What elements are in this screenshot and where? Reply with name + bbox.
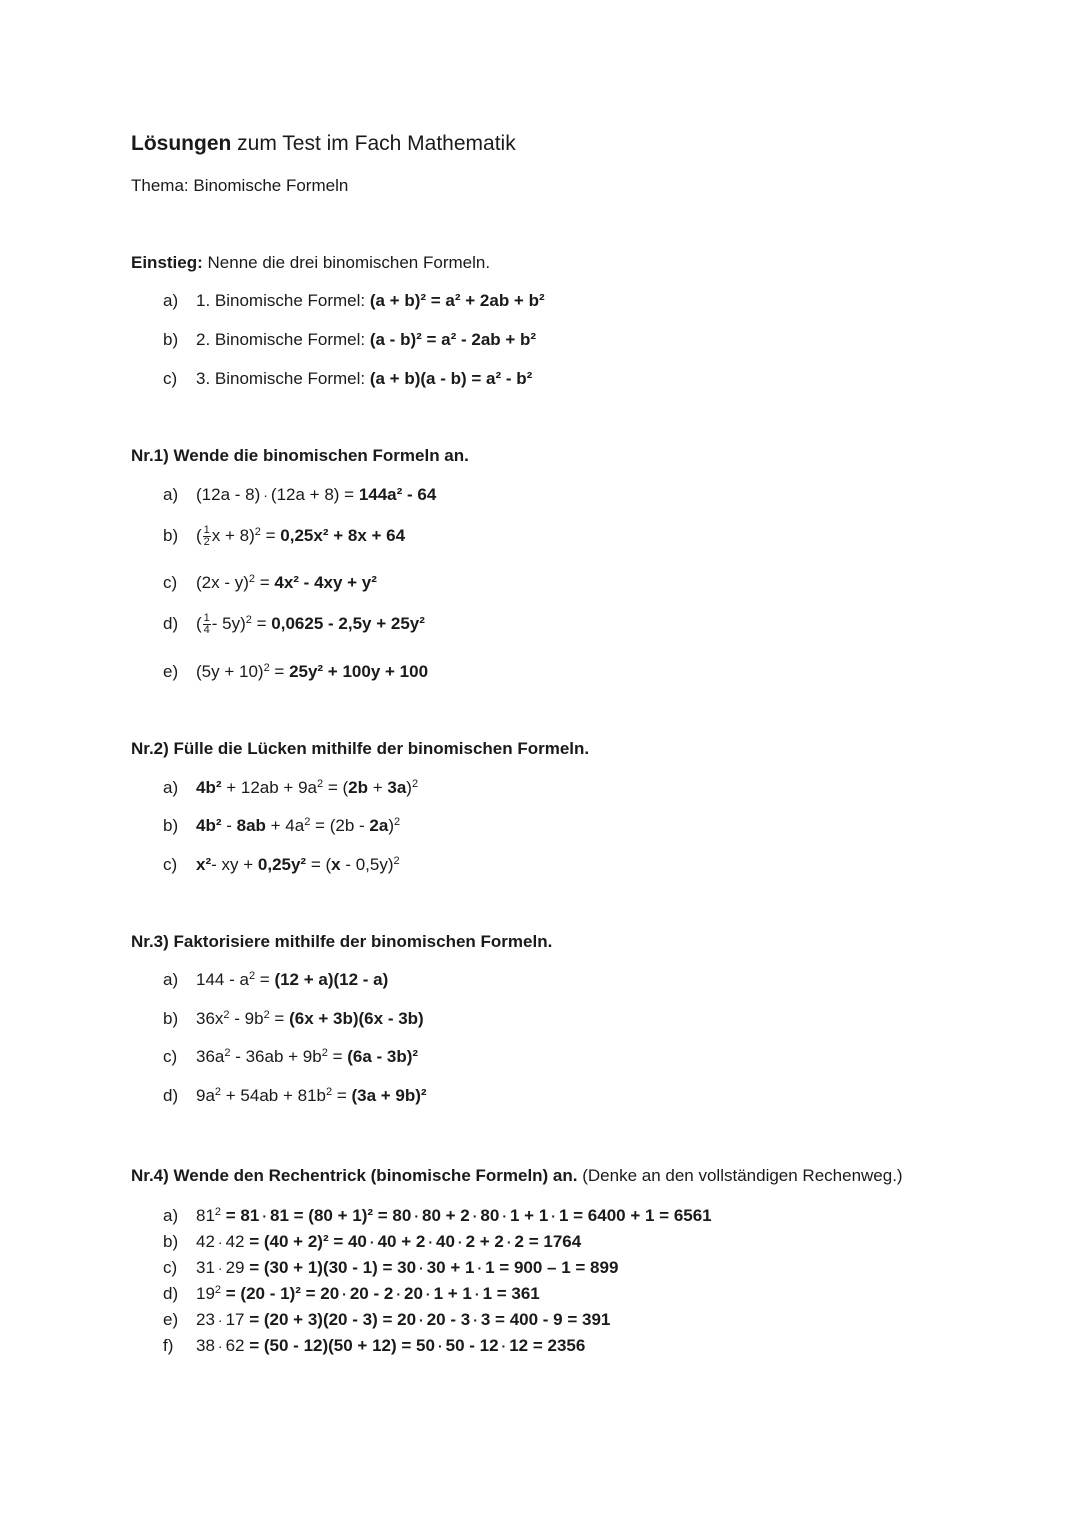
nr1-heading: Nr.1) Wende die binomischen Formeln an. [131,446,469,465]
item-letter: a) [163,970,179,989]
fraction-numerator: 1 [203,612,210,624]
nr3-heading: Nr.3) Faktorisiere mithilfe der binomischen Formeln. [131,932,553,951]
item-answer: 0,25x² + 8x + 64 [280,525,406,545]
nr2-item: a) $4b^2 + 12ab + 9a^2 = (2b + 3a)^2$ [163,778,419,797]
nr3-item: c) $36a^2 - 36ab + 9b^2 = (6a - 3b)^2$ [163,1047,419,1066]
item-letter: b) [163,330,179,349]
item-letter: d) [163,1086,179,1105]
fraction-denominator: 2 [203,536,210,548]
item-letter: c) [163,1258,178,1277]
topic-line: Thema: Binomische Formeln [131,176,349,195]
nr4-item: b) 42 · 42 = (40 + 2)² = 40 · 40 + 2 · 40 · 2 + 2 · 2 = 1764 [163,1232,582,1251]
item-answer: (a + b)² = a² + 2ab + b² [369,291,545,310]
nr1-item: a) (12a - 8) · (12a + 8) = 144a² - 64 [163,485,437,504]
title-bold: Lösungen [131,132,232,155]
nr2-item: c) x²- xy + 0,25y² = (x - 0,5y)$^2$ [163,855,400,874]
nr1-item: c) (2x - y)$^2$ = 4x² - 4xy + y² [163,573,377,592]
item-answer: (a - b)² = a² - 2ab + b² [369,330,537,349]
nr4-note: (Denke an den vollständigen Rechenweg.) [577,1166,903,1185]
page-title [131,132,516,156]
nr3-item: a) $144 - a^2 = (12 + a)(12 - a)$ [163,970,389,989]
nr4-item: c) 31 · 29 = (30 + 1)(30 - 1) = 30 · 30 + 1 · 1 = 900 – 1 = 899 [163,1258,619,1277]
item-letter: a) [163,291,179,310]
item-letter: a) [163,1206,179,1225]
item-letter: b) [163,525,179,545]
einstieg-item [163,369,532,389]
fraction-denominator: 4 [203,624,210,636]
item-letter: e) [163,1310,179,1329]
item-answer: (3a + 9b)² [351,1086,427,1105]
nr4-item: d) $19^2 = (20 - 1)^2 = 20 \cdot 20 - 2 \cdot 20 \cdot 1 + 1 \cdot 1 = 361$ [163,1284,540,1303]
einstieg-label: Einstieg: [131,253,203,272]
nr2-heading: Nr.2) Fülle die Lücken mithilfe der binomischen Formeln. [131,739,590,758]
nr1-item: d) ( $\frac{1}{4}$ - 5y)$^2$ = 0,0625 - 2,5y + 25y² [163,612,425,636]
nr4-item: e) 23 · 17 = (20 + 3)(20 - 3) = 20 · 20 - 3 · 3 = 400 - 9 = 391 [163,1310,611,1329]
fraction [203,613,211,636]
item-answer: (a + b)(a - b) = a² - b² [369,369,533,388]
nr3-item: d) $9a^2 + 54ab + 81b^2 = (3a + 9b)^2$ [163,1086,427,1105]
item-text: 2. Binomische Formel: [196,330,370,349]
item-answer: 144a² - 64 [358,485,437,504]
item-answer: (6a - 3b)² [347,1047,419,1066]
item-letter: c) [163,1047,178,1066]
item-letter: b) [163,816,179,835]
item-letter: c) [163,573,178,592]
item-letter: a) [163,778,179,797]
nr4-heading [131,1166,903,1186]
item-answer: (12 + a)(12 - a) [274,970,389,989]
title-rest: zum Test im Fach Mathematik [231,132,516,155]
fraction [203,525,211,548]
nr2-item: b) $4b^2 - 8ab + 4a^2 = (2b - 2a)^2$ [163,816,401,835]
nr4-item: a) $81^2 = 81 \cdot 81 = (80 + 1)^2 = 80 \cdot 80 + 2 \cdot 80 \cdot 1 + 1 \cdot 1 = 6400 + 1 = 6561$ [163,1206,712,1225]
item-letter: c) [163,855,178,874]
item-text: 1. Binomische Formel: [196,291,370,310]
einstieg-heading [131,253,490,273]
item-letter: a) [163,485,179,504]
item-letter: d) [163,1284,179,1303]
einstieg-item [163,330,536,350]
item-letter: c) [163,369,178,388]
nr3-item: b) $36x^2 - 9b^2 = (6x + 3b)(6x - 3b)$ [163,1009,424,1028]
item-answer: (6x + 3b)(6x - 3b) [289,1009,424,1028]
item-answer: 4x² - 4xy + y² [274,573,377,592]
item-answer: 25y² + 100y + 100 [289,662,429,681]
item-letter: e) [163,662,179,681]
item-letter: d) [163,613,179,633]
item-answer: 0,0625 - 2,5y + 25y² [271,613,425,633]
item-letter: b) [163,1232,179,1251]
item-letter: b) [163,1009,179,1028]
einstieg-item [163,291,545,311]
nr1-item: e) $(5y + 10)^2 = 25y^2 + 100y + 100$ [163,662,429,681]
einstieg-text: Nenne die drei binomischen Formeln. [202,253,491,272]
nr4-heading-bold: Nr.4) Wende den Rechentrick (binomische Formeln) an. [131,1166,578,1185]
nr4-item: f) 38 · 62 = (50 - 12)(50 + 12) = 50 · 50 - 12 · 12 = 2356 [163,1336,586,1355]
nr1-item: b) ( $\frac{1}{2}$ x + 8)$^2$ = 0,25x² + 8x + 64 [163,524,406,548]
item-letter: f) [163,1336,174,1355]
fraction-numerator: 1 [203,524,210,536]
item-text: 3. Binomische Formel: [196,369,370,388]
